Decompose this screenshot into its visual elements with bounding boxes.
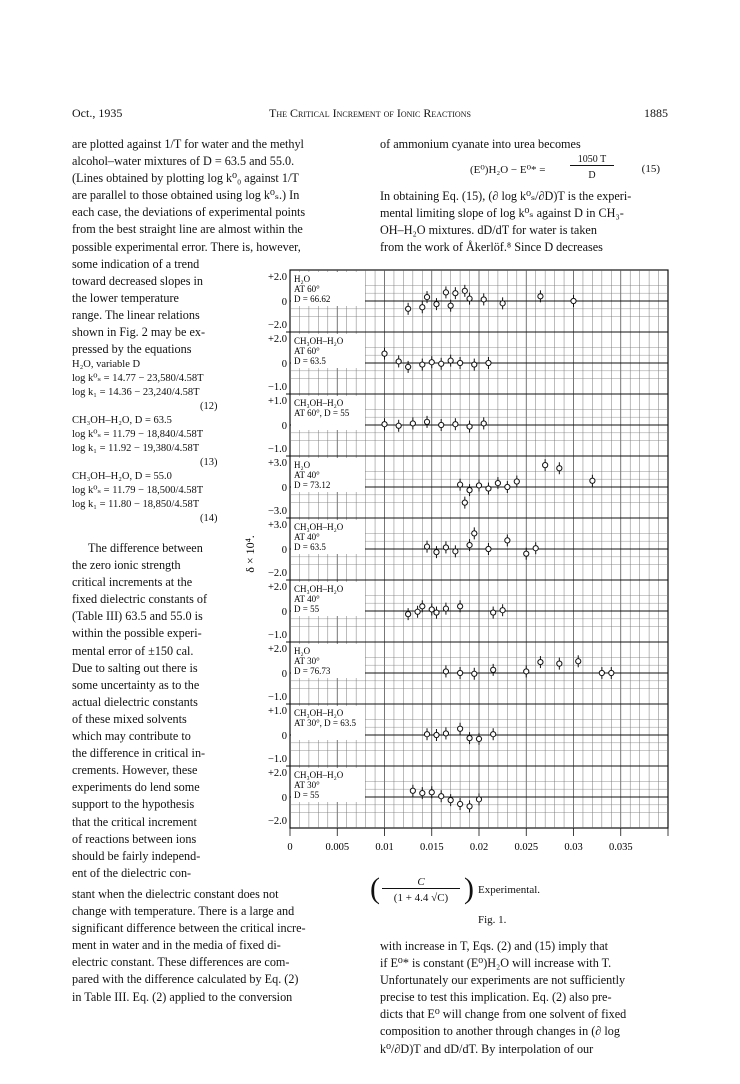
- panel-label: D = 55: [294, 604, 320, 614]
- y-tick-label: −1.0: [267, 630, 287, 641]
- plot-area: [268, 270, 668, 836]
- data-point: [420, 305, 425, 310]
- y-tick-label: 0: [281, 731, 287, 742]
- data-point: [443, 606, 448, 611]
- data-point: [424, 544, 429, 549]
- panel-label: AT 60°: [294, 346, 320, 356]
- text-line: support to the hypothesis: [72, 797, 195, 812]
- text-line: experiments do lend some: [72, 780, 200, 795]
- text-line: k⁰/∂D)T and dD/dT. By interpolation of our: [380, 1041, 594, 1056]
- data-point: [382, 422, 387, 427]
- text-line: Due to salting out there is: [72, 660, 198, 675]
- y-tick-label: −2.0: [267, 320, 287, 331]
- panel-label: CH₃OH–H₂O: [294, 770, 344, 780]
- y-tick-label: +2.0: [267, 644, 287, 655]
- y-tick-label: −3.0: [267, 506, 287, 517]
- text-line: the lower temperature: [72, 291, 179, 306]
- equation-heading: CH₃OH–H₂O, D = 55.0: [72, 471, 172, 482]
- x-formula-suffix: Experimental.: [478, 884, 541, 896]
- text-line: the difference in critical in-: [72, 746, 206, 761]
- data-point: [495, 480, 500, 485]
- data-point: [396, 359, 401, 364]
- data-point: [467, 488, 472, 493]
- data-point: [443, 669, 448, 674]
- left-para2-narrow: [72, 540, 237, 882]
- text-line: In obtaining Eq. (15), (∂ log k⁰ₛ/∂D)T is the experi-: [380, 189, 632, 203]
- data-point: [443, 545, 448, 550]
- panel-label: CH₃OH–H₂O: [294, 522, 344, 532]
- equation: log k₁ = 11.92 − 19,380/4.58T: [72, 443, 200, 454]
- text-line: actual dielectric constants: [72, 694, 198, 709]
- eq15-number: (15): [641, 163, 660, 175]
- y-tick-label: +1.0: [267, 706, 287, 717]
- x-tick-label: 0.015: [419, 842, 444, 853]
- text-line: from the best straight line are almost within the: [72, 222, 303, 237]
- panel-label: D = 63.5: [294, 356, 326, 366]
- data-point: [571, 298, 576, 303]
- data-point: [500, 608, 505, 613]
- data-point: [472, 671, 477, 676]
- panel-label: AT 60°, D = 55: [294, 408, 350, 418]
- y-tick-label: +2.0: [267, 272, 287, 283]
- panel-label: D = 73.12: [294, 480, 331, 490]
- equation-number: (14): [200, 513, 218, 524]
- text-line: change with temperature. There is a large and: [72, 904, 295, 919]
- data-point: [472, 362, 477, 367]
- data-point: [458, 604, 463, 609]
- data-point: [486, 360, 491, 365]
- data-point: [453, 422, 458, 427]
- y-tick-label: −1.0: [267, 444, 287, 455]
- text-line: some uncertainty as to the: [72, 677, 200, 692]
- text-line: mental limiting slope of log k⁰ₛ against D in CH₃-: [380, 206, 624, 221]
- panel-label: D = 55: [294, 790, 320, 800]
- data-point: [543, 463, 548, 468]
- data-point: [557, 466, 562, 471]
- x-formula-denominator: (1 + 4.4 √C): [393, 892, 449, 904]
- y-tick-label: +2.0: [267, 334, 287, 345]
- data-point: [420, 790, 425, 795]
- eq15-numerator: 1050 T: [570, 154, 614, 166]
- eq15-denominator: D: [588, 170, 596, 181]
- y-tick-label: −1.0: [267, 692, 287, 703]
- text-line: some indication of a trend: [72, 257, 200, 271]
- data-point: [458, 726, 463, 731]
- panel-label: CH₃OH–H₂O: [294, 584, 344, 594]
- equation-number: (13): [200, 457, 218, 468]
- text-line: should be fairly independ-: [72, 848, 201, 863]
- x-tick-labels: [287, 842, 632, 853]
- y-tick-label: 0: [281, 545, 287, 556]
- data-point: [458, 801, 463, 806]
- y-tick-label: 0: [281, 607, 287, 618]
- data-point: [481, 421, 486, 426]
- data-point: [458, 360, 463, 365]
- eq15-lhs: (E⁰)H₂O − E⁰* =: [470, 164, 546, 176]
- equation-15: [380, 154, 668, 188]
- y-tick-label: 0: [281, 297, 287, 308]
- data-point: [491, 732, 496, 737]
- x-tick-label: 0.035: [608, 842, 633, 853]
- text-line: Unfortunately our experiments are not sufficiently: [380, 973, 626, 988]
- data-point: [458, 670, 463, 675]
- data-point: [538, 659, 543, 664]
- equation: log k⁰ₛ = 14.77 − 23,580/4.58T: [72, 373, 204, 384]
- data-point: [467, 296, 472, 301]
- y-tick-label: 0: [281, 421, 287, 432]
- data-point: [420, 604, 425, 609]
- data-point: [557, 661, 562, 666]
- data-point: [406, 612, 411, 617]
- data-point: [524, 551, 529, 556]
- data-point: [448, 303, 453, 308]
- running-header-date: Oct., 1935: [72, 106, 123, 120]
- text-line: mental error of ±150 cal.: [72, 643, 194, 658]
- y-tick-label: −2.0: [267, 568, 287, 579]
- x-tick-label: 0.01: [375, 842, 394, 853]
- data-point: [429, 360, 434, 365]
- text-line: (Lines obtained by plotting log k⁰₀ against 1/T: [72, 171, 299, 186]
- data-point: [590, 478, 595, 483]
- text-line: critical increments at the: [72, 575, 193, 590]
- text-line: precise to test this implication. Eq. (2) also pre-: [380, 990, 612, 1005]
- equation: log k₁ = 14.36 − 23,240/4.58T: [72, 387, 200, 398]
- data-point: [467, 736, 472, 741]
- text-line: of these mixed solvents: [72, 711, 187, 726]
- equation: log k⁰ₛ = 11.79 − 18,840/4.58T: [72, 429, 204, 440]
- data-point: [505, 538, 510, 543]
- data-point: [424, 732, 429, 737]
- data-point: [448, 358, 453, 363]
- left-para1-full: [72, 136, 362, 256]
- text-line: The difference between: [88, 541, 203, 555]
- paren-right: ): [464, 872, 474, 905]
- text-line: which may contribute to: [72, 729, 191, 744]
- data-point: [476, 736, 481, 741]
- y-tick-label: 0: [281, 793, 287, 804]
- figure-1-chart: [238, 262, 678, 872]
- data-point: [491, 610, 496, 615]
- y-tick-label: +2.0: [267, 582, 287, 593]
- data-point: [434, 550, 439, 555]
- data-point: [458, 482, 463, 487]
- figure-caption: Fig. 1.: [478, 914, 507, 926]
- data-point: [453, 291, 458, 296]
- text-line: shown in Fig. 2 may be ex-: [72, 325, 206, 340]
- running-header-title: The Critical Increment of Ionic Reactions: [269, 106, 471, 120]
- text-line: possible experimental error. There is, however,: [72, 239, 301, 254]
- data-point: [420, 362, 425, 367]
- y-tick-label: +2.0: [267, 768, 287, 779]
- data-point: [429, 607, 434, 612]
- equation: log k₁ = 11.80 − 18,850/4.58T: [72, 499, 200, 510]
- text-line: with increase in T, Eqs. (2) and (15) imply that: [380, 939, 609, 953]
- data-point: [448, 798, 453, 803]
- data-point: [486, 546, 491, 551]
- data-point: [439, 422, 444, 427]
- x-tick-label: 0.03: [564, 842, 583, 853]
- equation: log k⁰ₛ = 11.79 − 18,500/4.58T: [72, 485, 204, 496]
- text-line: the zero ionic strength: [72, 558, 181, 573]
- data-point: [434, 610, 439, 615]
- data-point: [514, 479, 519, 484]
- y-tick-label: −1.0: [267, 754, 287, 765]
- text-line: OH–H₂O mixtures. dD/dT for water is taken: [380, 223, 597, 238]
- text-line: of reactions between ions: [72, 831, 197, 846]
- paren-left: (: [370, 872, 380, 905]
- panel-label: H₂O: [294, 646, 311, 656]
- y-tick-label: 0: [281, 483, 287, 494]
- x-tick-label: 0.02: [469, 842, 489, 853]
- data-point: [599, 670, 604, 675]
- data-point: [434, 302, 439, 307]
- text-line: of ammonium cyanate into urea becomes: [380, 137, 581, 151]
- data-point: [472, 531, 477, 536]
- text-line: significant difference between the critical incre-: [72, 921, 306, 936]
- y-tick-label: 0: [281, 359, 287, 370]
- panel-label: CH₃OH–H₂O: [294, 336, 344, 346]
- data-point: [396, 423, 401, 428]
- data-point: [434, 732, 439, 737]
- data-point: [439, 361, 444, 366]
- data-point: [429, 790, 434, 795]
- x-tick-label: 0: [287, 842, 293, 853]
- data-point: [467, 542, 472, 547]
- data-point: [406, 364, 411, 369]
- panel-label: AT 30°, D = 63.5: [294, 718, 357, 728]
- data-point: [500, 301, 505, 306]
- x-formula-numerator: C: [382, 876, 460, 889]
- panel-label: H₂O: [294, 460, 311, 470]
- panel-label: D = 63.5: [294, 542, 326, 552]
- data-point: [443, 290, 448, 295]
- data-point: [439, 794, 444, 799]
- text-line: are plotted against 1/T for water and the methyl: [72, 137, 304, 151]
- x-tick-label: 0.005: [325, 842, 350, 853]
- text-line: ent of the dielectric con-: [72, 865, 192, 880]
- data-point: [424, 294, 429, 299]
- text-line: if E⁰* is constant (E⁰)H₂O will increase with T.: [380, 956, 612, 971]
- text-line: from the work of Åkerlöf.⁸ Since D decreases: [380, 240, 603, 255]
- data-point: [443, 731, 448, 736]
- y-tick-label: +1.0: [267, 396, 287, 407]
- text-line: in Table III. Eq. (2) applied to the conversion: [72, 989, 293, 1004]
- data-point: [533, 546, 538, 551]
- text-line: range. The linear relations: [72, 308, 200, 323]
- left-para2-full: [72, 886, 362, 1006]
- text-line: each case, the deviations of experimental points: [72, 205, 306, 220]
- equation-number: (12): [200, 401, 218, 412]
- equation-heading: CH₃OH–H₂O, D = 63.5: [72, 415, 172, 426]
- text-line: within the possible experi-: [72, 626, 202, 641]
- data-point: [538, 294, 543, 299]
- data-point: [486, 486, 491, 491]
- data-point: [481, 297, 486, 302]
- data-point: [476, 483, 481, 488]
- text-line: toward decreased slopes in: [72, 274, 203, 289]
- data-point: [505, 484, 510, 489]
- text-line: ment in water and in the media of fixed di-: [72, 938, 281, 953]
- text-line: stant when the dielectric constant does not: [72, 887, 279, 901]
- data-point: [410, 788, 415, 793]
- data-point: [576, 659, 581, 664]
- data-point: [406, 306, 411, 311]
- data-point: [462, 288, 467, 293]
- left-para1-narrow: [72, 256, 237, 359]
- panel-label: AT 30°: [294, 780, 320, 790]
- panel-label: D = 66.62: [294, 294, 331, 304]
- text-line: composition to another through changes in (∂ log: [380, 1024, 620, 1039]
- data-point: [467, 804, 472, 809]
- text-line: electric constant. These differences are com-: [72, 955, 290, 970]
- text-line: alcohol–water mixtures of D = 63.5 and 55.0.: [72, 154, 295, 169]
- y-tick-label: −1.0: [267, 382, 287, 393]
- data-point: [476, 797, 481, 802]
- panel-label: AT 40°: [294, 594, 320, 604]
- data-point: [415, 609, 420, 614]
- x-axis-formula: [368, 872, 568, 912]
- text-line: pared with the difference calculated by Eq. (2): [72, 972, 299, 987]
- equations-block: [72, 358, 242, 526]
- data-point: [453, 549, 458, 554]
- right-bottom-text: [380, 938, 668, 1058]
- panel-label: AT 40°: [294, 470, 320, 480]
- panel-label: AT 30°: [294, 656, 320, 666]
- panel-label: H₂O: [294, 274, 311, 284]
- data-point: [410, 421, 415, 426]
- data-point: [491, 667, 496, 672]
- data-point: [462, 500, 467, 505]
- right-top-text-2: [380, 188, 668, 256]
- text-line: dicts that E⁰ will change from one solvent of fixed: [380, 1007, 627, 1022]
- data-point: [609, 670, 614, 675]
- text-line: are parallel to those obtained using log k⁰ₛ.) In: [72, 188, 300, 203]
- data-point: [524, 669, 529, 674]
- y-tick-label: +3.0: [267, 520, 287, 531]
- text-line: pressed by the equations: [72, 342, 192, 357]
- panel-label: CH₃OH–H₂O: [294, 398, 344, 408]
- panel-label: AT 40°: [294, 532, 320, 542]
- text-line: crements. However, these: [72, 763, 198, 778]
- data-point: [424, 419, 429, 424]
- y-tick-label: 0: [281, 669, 287, 680]
- panel-label: CH₃OH–H₂O: [294, 708, 344, 718]
- panel-label: AT 60°: [294, 284, 320, 294]
- page-number: 1885: [644, 106, 668, 120]
- panel-label: D = 76.73: [294, 666, 331, 676]
- text-line: (Table III) 63.5 and 55.0 is: [72, 609, 203, 624]
- right-top-text: [380, 136, 668, 153]
- y-tick-label: +3.0: [267, 458, 287, 469]
- equation-heading: H₂O, variable D: [72, 359, 141, 370]
- data-point: [382, 351, 387, 356]
- data-point: [467, 424, 472, 429]
- x-tick-label: 0.025: [514, 842, 539, 853]
- y-axis-label: δ × 10⁴.: [243, 535, 257, 573]
- y-tick-label: −2.0: [267, 816, 287, 827]
- text-line: that the critical increment: [72, 814, 197, 829]
- text-line: fixed dielectric constants of: [72, 592, 208, 607]
